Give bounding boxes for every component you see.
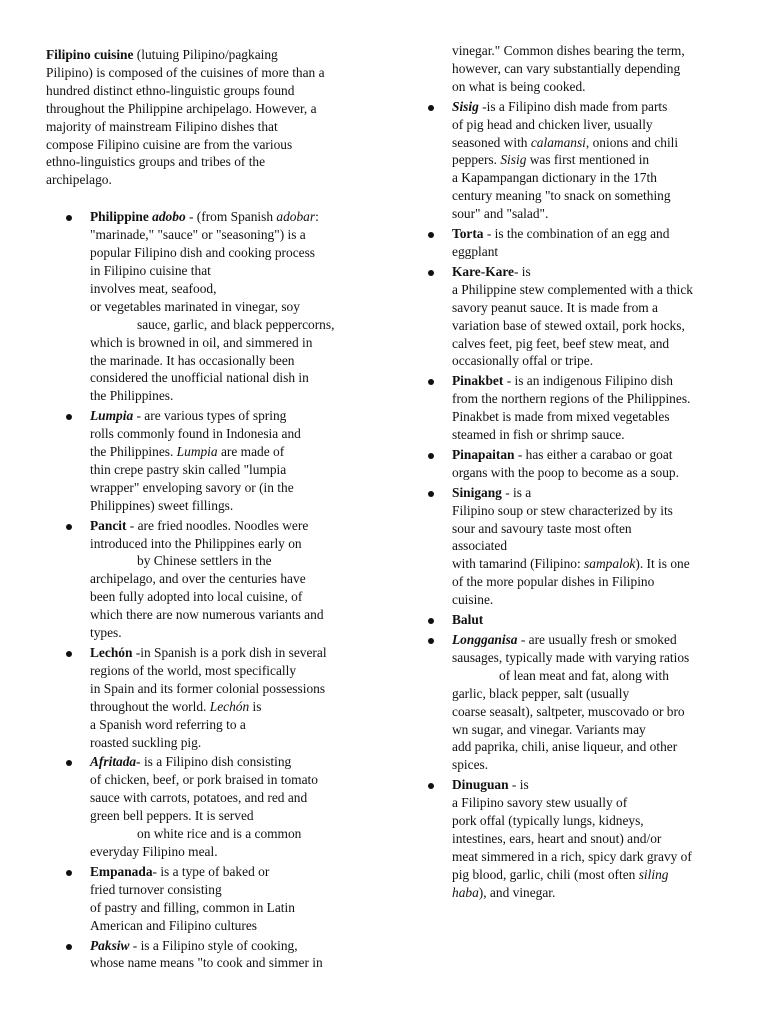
- text-run: steamed in fish or shrimp sauce.: [452, 427, 625, 443]
- text-line: [452, 205, 730, 223]
- text-run: variation base of stewed oxtail, pork hocks,: [452, 317, 685, 333]
- text-line: [90, 535, 364, 553]
- text-run: majority of mainstream Filipino dishes that: [46, 118, 278, 134]
- text-run-styled: siling: [638, 866, 669, 882]
- bullet-icon: [66, 414, 72, 420]
- text-run: archipelago.: [46, 172, 112, 188]
- text-line: [90, 606, 364, 624]
- text-run: a Spanish word referring to a: [90, 716, 246, 732]
- text-run: ethno-linguistics groups and tribes of the: [46, 154, 266, 170]
- text-run: sausages, typically made with varying ratios: [452, 649, 690, 665]
- text-line: [452, 776, 730, 794]
- text-run-styled: adobo: [152, 209, 186, 225]
- text-run-styled: Sisig: [500, 152, 527, 168]
- text-line: [90, 807, 364, 825]
- text-line: [452, 352, 730, 370]
- text-run: Pinakbet is made from mixed vegetables: [452, 409, 670, 425]
- dish-list-right: [412, 98, 730, 902]
- text-run: peppers.: [452, 152, 501, 168]
- text-line: [90, 425, 364, 443]
- text-line: [452, 335, 730, 353]
- right-column: [412, 43, 730, 908]
- text-line: [452, 573, 730, 591]
- dish-item-sisig: [412, 98, 730, 223]
- text-line: [452, 98, 730, 116]
- text-run: was first mentioned in: [526, 152, 650, 168]
- text-run: of chicken, beef, or pork braised in tomato: [90, 772, 318, 788]
- text-run: sour and savoury taste most often: [452, 520, 632, 536]
- text-line: [452, 848, 730, 866]
- text-line: [452, 703, 730, 721]
- text-run: sauce with carrots, potatoes, and red and: [90, 790, 308, 806]
- text-line: [452, 830, 730, 848]
- text-line: [452, 317, 730, 335]
- text-run: vinegar." Common dishes bearing the term,: [452, 43, 685, 58]
- text-line: [452, 60, 730, 78]
- text-run: rolls commonly found in Indonesia and: [90, 426, 301, 442]
- text-run: a Philippine stew complemented with a thick: [452, 281, 693, 297]
- text-run: Pilipino) is composed of the cuisines of more than a: [46, 64, 325, 80]
- text-line: [452, 263, 730, 281]
- text-run: - has either a carabao or goat: [514, 446, 673, 462]
- dish-item-empanada: [46, 863, 364, 935]
- text-run: the marinade. It has occasionally been: [90, 352, 295, 368]
- text-run: ), and vinegar.: [478, 884, 556, 900]
- text-run-styled: Sinigang: [452, 484, 502, 500]
- text-run: from the northern regions of the Philippines.: [452, 391, 691, 407]
- text-line: [46, 136, 364, 154]
- text-run: of pastry and filling, common in Latin: [90, 899, 295, 915]
- text-run: organs with the poop to become as a soup.: [452, 464, 679, 480]
- text-run: garlic, black pepper, salt (usually: [452, 685, 630, 701]
- text-run-styled: Paksiw: [90, 937, 130, 953]
- text-run: throughout the Philippine archipelago. However, a: [46, 100, 317, 116]
- text-run-styled: Lechón: [209, 698, 250, 714]
- text-run: (lutuing Pilipino/pagkaing: [133, 47, 278, 62]
- text-run: , onions and chili: [585, 134, 679, 150]
- text-run: in Filipino cuisine that: [90, 262, 211, 278]
- text-run: meat simmered in a rich, spicy dark gravy of: [452, 848, 692, 864]
- text-line: [452, 281, 730, 299]
- text-line: [452, 794, 730, 812]
- text-line: [452, 502, 730, 520]
- text-line: [46, 64, 364, 82]
- text-run-styled: Pinakbet: [452, 373, 504, 389]
- text-line: [90, 407, 364, 425]
- text-line: [90, 899, 364, 917]
- text-line: [90, 881, 364, 899]
- dish-item-pinapaitan: [412, 446, 730, 482]
- dish-item-dinuguan: [412, 776, 730, 901]
- text-line: [90, 698, 364, 716]
- text-run: archipelago, and over the centuries have: [90, 571, 306, 587]
- dish-item-adobo: [46, 208, 364, 405]
- text-run: add paprika, chili, anise liqueur, and other: [452, 739, 678, 755]
- text-run: wrapper" enveloping savory or (in the: [90, 479, 294, 495]
- text-line: [90, 298, 364, 316]
- bullet-icon: [428, 270, 434, 276]
- text-run: hundred distinct ethno-linguistic groups found: [46, 82, 295, 98]
- text-run: cuisine.: [452, 592, 494, 608]
- text-run: -is a Filipino dish made from parts: [478, 98, 668, 114]
- text-run-styled: haba: [452, 884, 479, 900]
- text-line: [90, 334, 364, 352]
- dish-item-pancit: [46, 517, 364, 642]
- bullet-icon: [66, 215, 72, 221]
- text-run: with tamarind (Filipino:: [452, 556, 585, 572]
- text-line: [452, 591, 730, 609]
- text-run: introduced into the Philippines early on: [90, 535, 302, 551]
- text-run: - is the combination of an egg and: [483, 226, 670, 242]
- text-line: [46, 46, 364, 64]
- text-run: - are fried noodles. Noodles were: [126, 517, 309, 533]
- text-run: wn sugar, and vinegar. Variants may: [452, 721, 646, 737]
- bullet-icon: [66, 760, 72, 766]
- text-run: however, can vary substantially depending: [452, 60, 681, 76]
- text-run-styled: Balut: [452, 612, 484, 628]
- text-run-styled: Dinuguan: [452, 777, 509, 793]
- text-line: [90, 771, 364, 789]
- text-run: ). It is one: [635, 556, 690, 572]
- text-run: a Kapampangan dictionary in the 17th: [452, 170, 657, 186]
- text-line: [452, 721, 730, 739]
- text-run: everyday Filipino meal.: [90, 843, 218, 859]
- text-run: - is a type of baked or: [152, 863, 270, 879]
- text-line: [452, 685, 730, 703]
- text-run-styled: Sisig: [452, 98, 479, 114]
- text-run: - is: [508, 777, 529, 793]
- dish-item-paksiw: [46, 937, 364, 973]
- text-run: involves meat, seafood,: [90, 280, 217, 296]
- text-line: [452, 866, 730, 884]
- text-line: [90, 497, 364, 515]
- dish-item-sinigang: [412, 484, 730, 609]
- dish-list-left: [46, 208, 364, 972]
- text-run: pig blood, garlic, chili (most often: [452, 866, 639, 882]
- text-run: of the more popular dishes in Filipino: [452, 574, 655, 590]
- bullet-icon: [428, 638, 434, 644]
- text-run: coarse seasalt), saltpeter, muscovado or bro: [452, 703, 685, 719]
- text-run: century meaning "to snack on something: [452, 188, 671, 204]
- text-line: [452, 372, 730, 390]
- text-line: [452, 299, 730, 317]
- text-line: [452, 42, 730, 60]
- text-run: regions of the world, most specifically: [90, 662, 297, 678]
- dish-item-lechon: [46, 644, 364, 751]
- text-run: intestines, ears, heart and snout) and/or: [452, 830, 662, 846]
- text-line: [90, 262, 364, 280]
- text-run: popular Filipino dish and cooking process: [90, 245, 316, 261]
- text-run: in Spain and its former colonial possessions: [90, 680, 326, 696]
- text-line: [90, 954, 364, 972]
- text-line: [452, 169, 730, 187]
- text-run: sauce, garlic, and black peppercorns,: [137, 316, 335, 332]
- text-line: [452, 756, 730, 774]
- text-line: [452, 738, 730, 756]
- text-line: [90, 644, 364, 662]
- text-line: [46, 153, 364, 171]
- continued-text: [412, 42, 730, 96]
- text-line: [46, 82, 364, 100]
- text-line: [452, 884, 730, 902]
- text-run: "marinade," "sauce" or "seasoning") is a: [90, 227, 306, 243]
- text-line: [90, 680, 364, 698]
- bullet-icon: [428, 491, 434, 497]
- text-line: [452, 484, 730, 502]
- text-run-styled: Lumpia: [90, 408, 134, 424]
- text-line: [90, 517, 364, 535]
- text-line: [452, 78, 730, 96]
- text-run-styled: Afritada-: [90, 754, 141, 770]
- text-line: [90, 280, 364, 298]
- dish-item-lumpia: [46, 407, 364, 514]
- text-run-styled: Filipino cuisine: [46, 47, 134, 62]
- text-run: of lean meat and fat, along with: [499, 667, 669, 683]
- text-run-styled: adobar: [276, 209, 316, 225]
- text-run: -in Spanish is a pork dish in several: [132, 645, 327, 660]
- text-run: roasted suckling pig.: [90, 734, 202, 750]
- text-line: [452, 649, 730, 667]
- text-run-styled: Torta: [452, 226, 484, 242]
- text-run: eggplant: [452, 243, 499, 259]
- text-line: [46, 171, 364, 189]
- text-run: pork offal (typically lungs, kidneys,: [452, 813, 644, 829]
- text-line: [90, 716, 364, 734]
- text-run: Filipino soup or stew characterized by its: [452, 502, 673, 518]
- text-line: [90, 443, 364, 461]
- text-line: [90, 552, 364, 570]
- text-line: [452, 537, 730, 555]
- bullet-icon: [428, 453, 434, 459]
- text-line: [90, 789, 364, 807]
- text-line: [90, 753, 364, 771]
- text-line: [452, 151, 730, 169]
- bullet-icon: [428, 783, 434, 789]
- text-run: - is a: [501, 484, 532, 500]
- text-run: compose Filipino cuisine are from the various: [46, 136, 293, 152]
- dish-item-pinakbet: [412, 372, 730, 444]
- text-run: American and Filipino cultures: [90, 917, 257, 933]
- text-run: seasoned with: [452, 134, 531, 150]
- text-run: is: [249, 698, 262, 714]
- text-run: :: [315, 209, 319, 225]
- text-run: been fully adopted into local cuisine, of: [90, 589, 303, 605]
- text-line: [90, 226, 364, 244]
- dish-item-longganisa: [412, 631, 730, 774]
- text-line: [46, 118, 364, 136]
- text-line: [90, 244, 364, 262]
- text-line: [90, 734, 364, 752]
- text-run: of pig head and chicken liver, usually: [452, 116, 653, 132]
- text-run: which is browned in oil, and simmered in: [90, 334, 313, 350]
- text-line: [90, 588, 364, 606]
- text-line: [90, 570, 364, 588]
- text-line: [452, 390, 730, 408]
- text-run: on white rice and is a common: [137, 826, 302, 842]
- bullet-icon: [428, 379, 434, 385]
- text-run: Philippines) sweet fillings.: [90, 497, 234, 513]
- text-run: green bell peppers. It is served: [90, 808, 254, 824]
- text-run: calves feet, pig feet, beef stew meat, and: [452, 335, 670, 351]
- text-line: [452, 408, 730, 426]
- bullet-icon: [66, 524, 72, 530]
- left-column: [46, 46, 364, 974]
- text-line: [90, 662, 364, 680]
- text-line: [90, 917, 364, 935]
- dish-item-balut: [412, 611, 730, 629]
- text-line: [452, 116, 730, 134]
- text-run: - is an indigenous Filipino dish: [503, 373, 673, 389]
- text-line: [452, 225, 730, 243]
- text-line: [90, 352, 364, 370]
- text-run: the Philippines.: [90, 444, 177, 460]
- text-run: the Philippines.: [90, 388, 174, 404]
- text-line: [452, 187, 730, 205]
- text-run-styled: calamansi: [530, 134, 586, 150]
- text-run: - (from Spanish: [185, 209, 277, 225]
- bullet-icon: [66, 870, 72, 876]
- bullet-icon: [428, 105, 434, 111]
- text-line: [90, 937, 364, 955]
- text-line: [90, 208, 364, 226]
- text-run-styled: sampalok: [584, 556, 636, 572]
- text-line: [90, 479, 364, 497]
- text-run-styled: Pancit: [90, 517, 127, 533]
- text-line: [90, 843, 364, 861]
- text-run: types.: [90, 625, 122, 641]
- text-run: thin crepe pastry skin called "lumpia: [90, 461, 287, 477]
- text-run: considered the unofficial national dish in: [90, 370, 309, 386]
- text-run: or vegetables marinated in vinegar, soy: [90, 298, 300, 314]
- text-run: - is a Filipino style of cooking,: [129, 937, 298, 953]
- text-run-styled: Empanada: [90, 863, 153, 879]
- text-line: [452, 520, 730, 538]
- text-line: [452, 426, 730, 444]
- text-line: [90, 369, 364, 387]
- text-run-styled: Kare-Kare: [452, 263, 514, 279]
- dish-item-torta: [412, 225, 730, 261]
- text-run: spices.: [452, 757, 489, 773]
- dish-item-afritada: [46, 753, 364, 860]
- text-run: - are various types of spring: [133, 408, 287, 424]
- text-line: [46, 100, 364, 118]
- text-run: savory peanut sauce. It is made from a: [452, 299, 658, 315]
- text-line: [452, 134, 730, 152]
- text-run: a Filipino savory stew usually of: [452, 795, 628, 811]
- dish-item-kare-kare: [412, 263, 730, 370]
- text-run: by Chinese settlers in the: [137, 553, 272, 569]
- text-run: throughout the world.: [90, 698, 210, 714]
- text-run: are made of: [217, 444, 285, 460]
- text-run: - are usually fresh or smoked: [517, 632, 677, 647]
- text-line: [452, 243, 730, 261]
- text-run: - is: [513, 263, 531, 279]
- text-run: occasionally offal or tripe.: [452, 353, 594, 369]
- bullet-icon: [66, 944, 72, 950]
- text-line: [90, 316, 364, 334]
- text-line: [90, 863, 364, 881]
- text-run-styled: Philippine: [90, 209, 153, 225]
- text-line: [452, 446, 730, 464]
- intro-paragraph: [46, 46, 364, 189]
- text-run: which there are now numerous variants and: [90, 607, 324, 623]
- text-run: on what is being cooked.: [452, 78, 586, 94]
- text-run-styled: Lechón: [90, 645, 133, 660]
- text-line: [452, 555, 730, 573]
- text-run: whose name means "to cook and simmer in: [90, 955, 323, 971]
- bullet-icon: [66, 651, 72, 657]
- text-line: [90, 461, 364, 479]
- text-line: [452, 667, 730, 685]
- text-line: [452, 631, 730, 649]
- text-line: [90, 387, 364, 405]
- text-run-styled: Longganisa: [452, 632, 518, 647]
- text-run: associated: [452, 538, 508, 554]
- text-run: is a Filipino dish consisting: [140, 754, 292, 770]
- text-line: [452, 464, 730, 482]
- text-line: [452, 611, 730, 629]
- text-run-styled: Lumpia: [176, 444, 218, 460]
- text-run-styled: Pinapaitan: [452, 446, 515, 462]
- text-run: sour" and "salad".: [452, 206, 549, 222]
- text-line: [90, 624, 364, 642]
- text-line: [452, 812, 730, 830]
- bullet-icon: [428, 232, 434, 238]
- text-run: fried turnover consisting: [90, 881, 222, 897]
- text-line: [90, 825, 364, 843]
- bullet-icon: [428, 618, 434, 624]
